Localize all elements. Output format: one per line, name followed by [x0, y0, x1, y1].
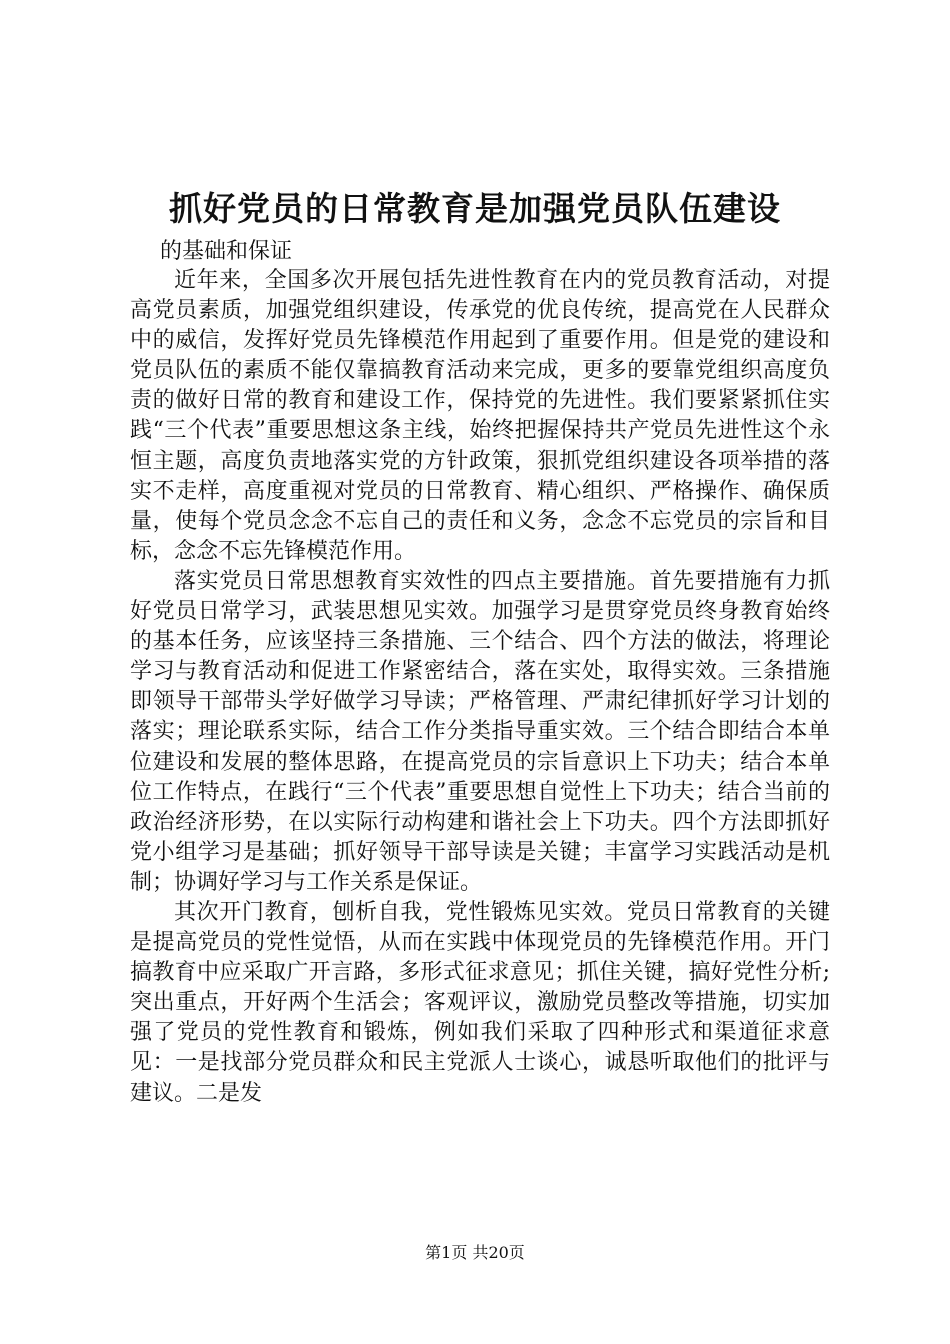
body-paragraph: 其次开门教育，刨析自我，党性锻炼见实效。党员日常教育的关键是提高党员的党性觉悟，从而在实践中体现党员的先锋模范作用。开门搞教育中应采取广开言路，多形式征求意见；抓住关键，搞好党性分析;突出重点，开好两个生活会；客观评议，激励党员整改等措施，切实加强了党员的党性教育和锻炼，例如我们采取了四种形式和渠道征求意见：一是找部分党员群众和民主党派人士谈心，诚恳听取他们的批评与建议。二是发: [130, 899, 830, 1106]
document-body: [130, 266, 830, 1109]
document-title: 抓好党员的日常教育是加强党员队伍建设: [169, 189, 781, 228]
page-footer: 第1页 共20页: [425, 1243, 525, 1262]
body-paragraph: 近年来，全国多次开展包括先进性教育在内的党员教育活动，对提高党员素质，加强党组织建设，传承党的优良传统，提高党在人民群众中的威信，发挥好党员先锋模范作用起到了重要作用。但是党的建设和党员队伍的素质不能仅靠搞教育活动来完成，更多的要靠党组织高度负责的做好日常的教育和建设工作，保持党的先进性。我们要紧紧抓住实践“三个代表”重要思想这条主线，始终把握保持共产党员先进性这个永恒主题，高度负责地落实党的方针政策，狠抓党组织建设各项举措的落实不走样，高度重视对党员的日常教育、精心组织、严格操作、确保质量，使每个党员念念不忘自己的责任和义务，念念不忘党员的宗旨和目标，念念不忘先锋模范作用。: [130, 268, 830, 564]
body-paragraph: 落实党员日常思想教育实效性的四点主要措施。首先要措施有力抓好党员日常学习，武装思想见实效。加强学习是贯穿党员终身教育始终的基本任务，应该坚持三条措施、三个结合、四个方法的做法，将理论学习与教育活动和促进工作紧密结合，落在实处，取得实效。三条措施即领导干部带头学好做学习导读；严格管理、严肃纪律抓好学习计划的落实；理论联系实际，结合工作分类指导重实效。三个结合即结合本单位建设和发展的整体思路，在提高党员的宗旨意识上下功夫；结合本单位工作特点，在践行“三个代表”重要思想自觉性上下功夫；结合当前的政治经济形势，在以实际行动构建和谐社会上下功夫。四个方法即抓好党小组学习是基础；抓好领导干部导读是关键；丰富学习实践活动是机制；协调好学习与工作关系是保证。: [130, 568, 830, 895]
document-subtitle: 的基础和保证: [160, 239, 293, 264]
